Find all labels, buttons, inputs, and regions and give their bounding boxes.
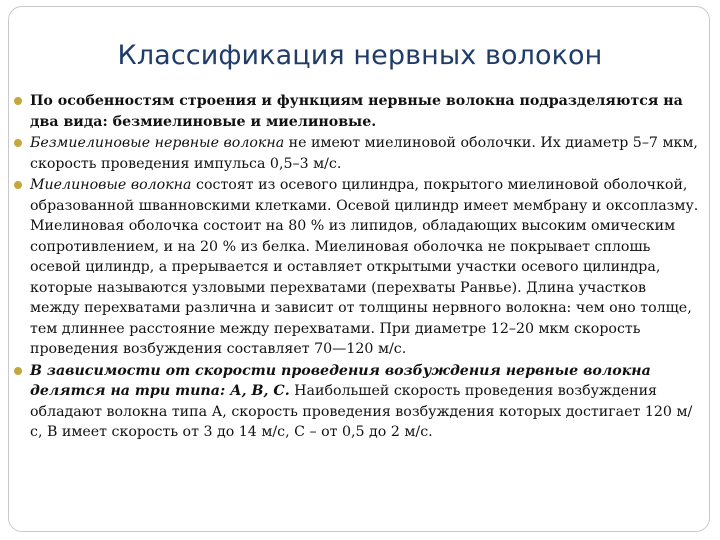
bullet-text: не имеют миелиновой оболочки. Их диаметр 5–7 мкм, скорость проведения импульса 0,5–3 м/с. (30, 135, 698, 172)
bullet-item (10, 133, 700, 174)
bullet-text: Наибольшей скорость проведения возбуждения обладают волокна типа А, скорость проведения возбуждения которых достигает 120 м/с, В имеет скорость от 3 до 14 м/с, С – от 0,5 до 2 м/с. (30, 383, 693, 440)
bullet-dot-icon (14, 97, 22, 105)
slide-title: Классификация нервных волокон (117, 40, 603, 71)
bullet-text: состоят из осевого цилиндра, покрытого миелиновой оболочкой, образованной шванновскими клетками. Осевой цилиндр имеет мембрану и оксоплазму. Миелиновая оболочка состоит на 80 % из липидов, обладающих высоким омическим сопротивлением, и на 20 % из белка. Миелиновая оболочка не покрывает сплошь осевой цилиндр, а прерывается и оставляет открытыми участки осевого цилиндра, которые называются узловыми перехватами (перехваты Ранвье). Длина участков между перехватами различна и зависит от толщины нервного волокна: чем оно толще, тем длиннее расстояние между перехватами. При диаметре 12–20 мкм скорость проведения возбуждения составляет 70—120 м/с. (30, 177, 699, 357)
bullet-lead-term: Миелиновые волокна (30, 177, 192, 193)
bullet-list (10, 91, 700, 444)
bullet-item (10, 175, 700, 360)
bullet-lead-term: В зависимости от скорости проведения возбуждения нервные волокна делятся на три типа: А, В, С. (30, 362, 651, 399)
bullet-text: По особенностям строения и функциям нервные волокна подразделяются на два вида: безмиелиновые и миелиновые. (30, 93, 683, 130)
bullet-dot-icon (14, 367, 22, 375)
bullet-dot-icon (14, 181, 22, 189)
bullet-item (10, 91, 700, 132)
bullet-lead-term: Безмиелиновые нервные волокна (30, 135, 285, 151)
bullet-item (10, 361, 700, 443)
bullet-dot-icon (14, 139, 22, 147)
